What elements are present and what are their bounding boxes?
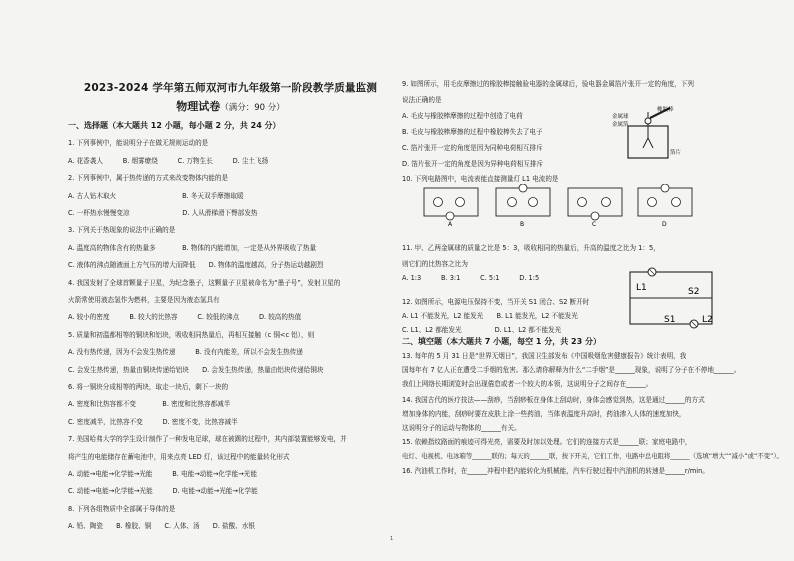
text-line: 一、选择题（本大题共 12 小题，每小题 2 分，共 24 分） — [68, 121, 281, 130]
text-line: 3. 下列关于热现象的说法中正确的是 — [68, 226, 176, 235]
circuit-a-label: A — [448, 221, 453, 228]
text-line: C. 箔片张开一定的角度是因为同种电荷相互排斥 — [402, 144, 543, 152]
rod-label: 橡胶棒 — [657, 107, 674, 113]
circuit-c — [568, 188, 622, 228]
text-line: 说法正确的是 — [402, 96, 442, 104]
circuit-d — [638, 184, 692, 228]
s2-label: S2 — [688, 287, 700, 297]
text-line: A. 较小的密度 B. 较大的比热容 C. 较低的沸点 D. 较高的热值 — [68, 313, 302, 322]
text-line: 则它们的比热容之比为 — [402, 260, 468, 268]
text-line: 将产生的电能储存在蓄电池中，用来点亮 LED 灯，该过程中的能量转化形式 — [68, 452, 290, 461]
circuit-c-label: C — [592, 221, 597, 228]
text-line: 14. 我国古代的医疗技法——刮痧，当刮痧板在身体上刮动时，身体会感觉到热，这是通过______的方式 — [402, 396, 705, 404]
text-line: 我们上网络长期浏览时会出现倦怠或者一个较大的本领，这说明分子之间存在______。 — [402, 380, 653, 388]
text-line: 火箭常使用液态氢作为燃料，主要是因为液态氢具有 — [68, 296, 220, 304]
text-line: 16. 汽油机工作时，在______冲程中把内能转化为机械能，汽车行驶过程中汽油机的转速是______r/min。 — [402, 467, 709, 475]
score-note: （满分：90 分） — [220, 103, 285, 113]
text-line: A. 铅、陶瓷 B. 橡胶、铜 C. 人体、汤 D. 盐酸、水银 — [68, 522, 256, 531]
subject-title: 物理试卷 — [176, 100, 221, 113]
exam-title: 2023-2024 学年第五师双河市九年级第一阶段教学质量监测 — [83, 82, 378, 94]
text-line: C. 动能→电能→化学能→光能 D. 电能→动能→光能→化学能 — [68, 487, 258, 496]
q12-circuit-figure — [624, 266, 720, 330]
circuit-a — [424, 188, 478, 228]
text-line: A. 没有热传递，因为不会发生热传递 B. 没有内能差，所以不会发生热传递 — [68, 348, 303, 357]
text-line: 9. 如图所示，用毛皮摩擦过的橡胶棒接触验电器的金属球后，验电器金属箔片张开一定的角度，下列 — [402, 80, 694, 88]
page-number: 1 — [390, 536, 394, 542]
text-line: 5. 质量和初温都相等的铜块和铝块，吸收相同热量后，再相互接触（c 铜<c 铝），则 — [68, 330, 315, 339]
text-line: C. 密度减半，比热容不变 D. 密度不变，比热容减半 — [68, 417, 238, 426]
text-line: 1. 下列事例中，能说明分子在做无规则运动的是 — [68, 139, 209, 148]
text-line: 7. 美国哈弗大学的学生设计制作了一种发电足球，球在被踢的过程中，其内部装置能够发电，并 — [68, 435, 347, 444]
text-line: 增加身体的内能，刮痧时要在皮肤上涂一些药油，当体表温度升高时，药油渗入人体的速度加快， — [402, 410, 686, 418]
text-line: 4. 我国发射了全球首颗量子卫星，为纪念墨子，这颗量子卫星被命名为“墨子号”，发射卫星的 — [68, 278, 341, 287]
s1-label: S1 — [664, 315, 676, 325]
text-line: D. 箔片张开一定的角度是因为异种电荷相互排斥 — [402, 160, 544, 168]
text-line: 15. 依赖指纹路面的痕迹可得光亮，需要及时加以处理。它们的连接方式是______联；家庭电路中， — [402, 438, 692, 446]
text-line: 13. 每年的 5 月 31 日是“世界无烟日”，我国卫生部发布《中国吸烟危害健康报告》统计表明，我 — [402, 352, 687, 360]
text-line: C. 液体的沸点随液面上方气压的增大而降低 D. 物体的温度越高，分子热运动越剧烈 — [68, 261, 324, 270]
text-line: A. 古人钻木取火 B. 冬天双手摩擦取暖 — [68, 191, 244, 200]
text-line: 12. 如图所示，电源电压保持不变，当开关 S1 闭合、S2 断开时 — [402, 298, 590, 306]
text-line: 国每年有 7 亿人正在遭受二手烟的危害。那么请你解释为什么“二手烟”是______现象，说明了分子在不停地______。 — [402, 366, 741, 374]
exam-subtitle — [68, 98, 393, 114]
text-line: 11. 甲、乙两金属球的质量之比是 5：3，吸收相同的热量后，升高的温度之比为 1：5， — [402, 244, 660, 252]
electroscope-figure — [612, 104, 692, 162]
text-line: A. 温度高的物体含有的热量多 B. 物体的内能增加，一定是从外界吸收了热量 — [68, 243, 317, 252]
text-line: A. 动能→电能→化学能→光能 B. 电能→动能→化学能→光能 — [68, 470, 257, 478]
text-line: A. L1 不能发光，L2 能发光 B. L1 能发光，L2 不能发光 — [402, 312, 578, 320]
circuit-d-label: D — [662, 221, 667, 228]
foil-label: 金属箔 — [612, 122, 629, 128]
text-line: 6. 将一铜块分成相等的两块，取走一块后，剩下一块的 — [68, 383, 229, 391]
l2-label: L2 — [702, 315, 713, 325]
text-line: 2. 下列事例中，属于热传递的方式来改变物体内能的是 — [68, 174, 229, 183]
text-line: 电灯、电视机、电冰箱等______联的；每天的______联，按下开关，它们工作，电路中总电阻将______（选填“增大”“减小”或“不变”）。 — [402, 452, 783, 460]
text-line: C. 一杯热水慢慢变凉 D. 人从滑梯滑下臀部发热 — [68, 209, 258, 217]
circuit-b — [496, 184, 550, 228]
circuit-b-label: B — [520, 221, 525, 228]
text-line: 二、填空题（本大题共 7 小题，每空 1 分，共 23 分） — [402, 337, 601, 346]
text-line: A. 花香袭人 B. 烟雾缭绕 C. 万物生长 D. 尘土飞扬 — [68, 156, 269, 165]
text-line: C. L1、L2 都能发光 D. L1、L2 都不能发光 — [402, 326, 562, 334]
text-line: A. 毛皮与橡胶棒摩擦的过程中创造了电荷 — [402, 112, 523, 120]
text-line: B. 毛皮与橡胶棒摩擦的过程中橡胶棒失去了电子 — [402, 128, 543, 136]
box-label: 箔片 — [670, 150, 682, 156]
text-line: 这说明分子的运动与物体的______有关。 — [402, 424, 521, 432]
text-line: A. 密度和比热容都不变 B. 密度和比热容都减半 — [68, 400, 231, 409]
ball-label: 金属球 — [612, 114, 629, 120]
text-line: A. 1:3 B. 3:1 C. 5:1 D. 1:5 — [402, 274, 540, 282]
text-line: C. 会发生热传递，热量由铜块传递给铝块 D. 会发生热传递，热量由铝块传递给铜块 — [68, 365, 324, 374]
text-line: 10. 下列电路图中，电流表能直接测量灯 L1 电流的是 — [402, 175, 559, 183]
text-line: 8. 下列各组物质中全部属于导体的是 — [68, 504, 176, 513]
l1-label: L1 — [636, 283, 647, 293]
circuit-options-figure — [420, 184, 695, 228]
